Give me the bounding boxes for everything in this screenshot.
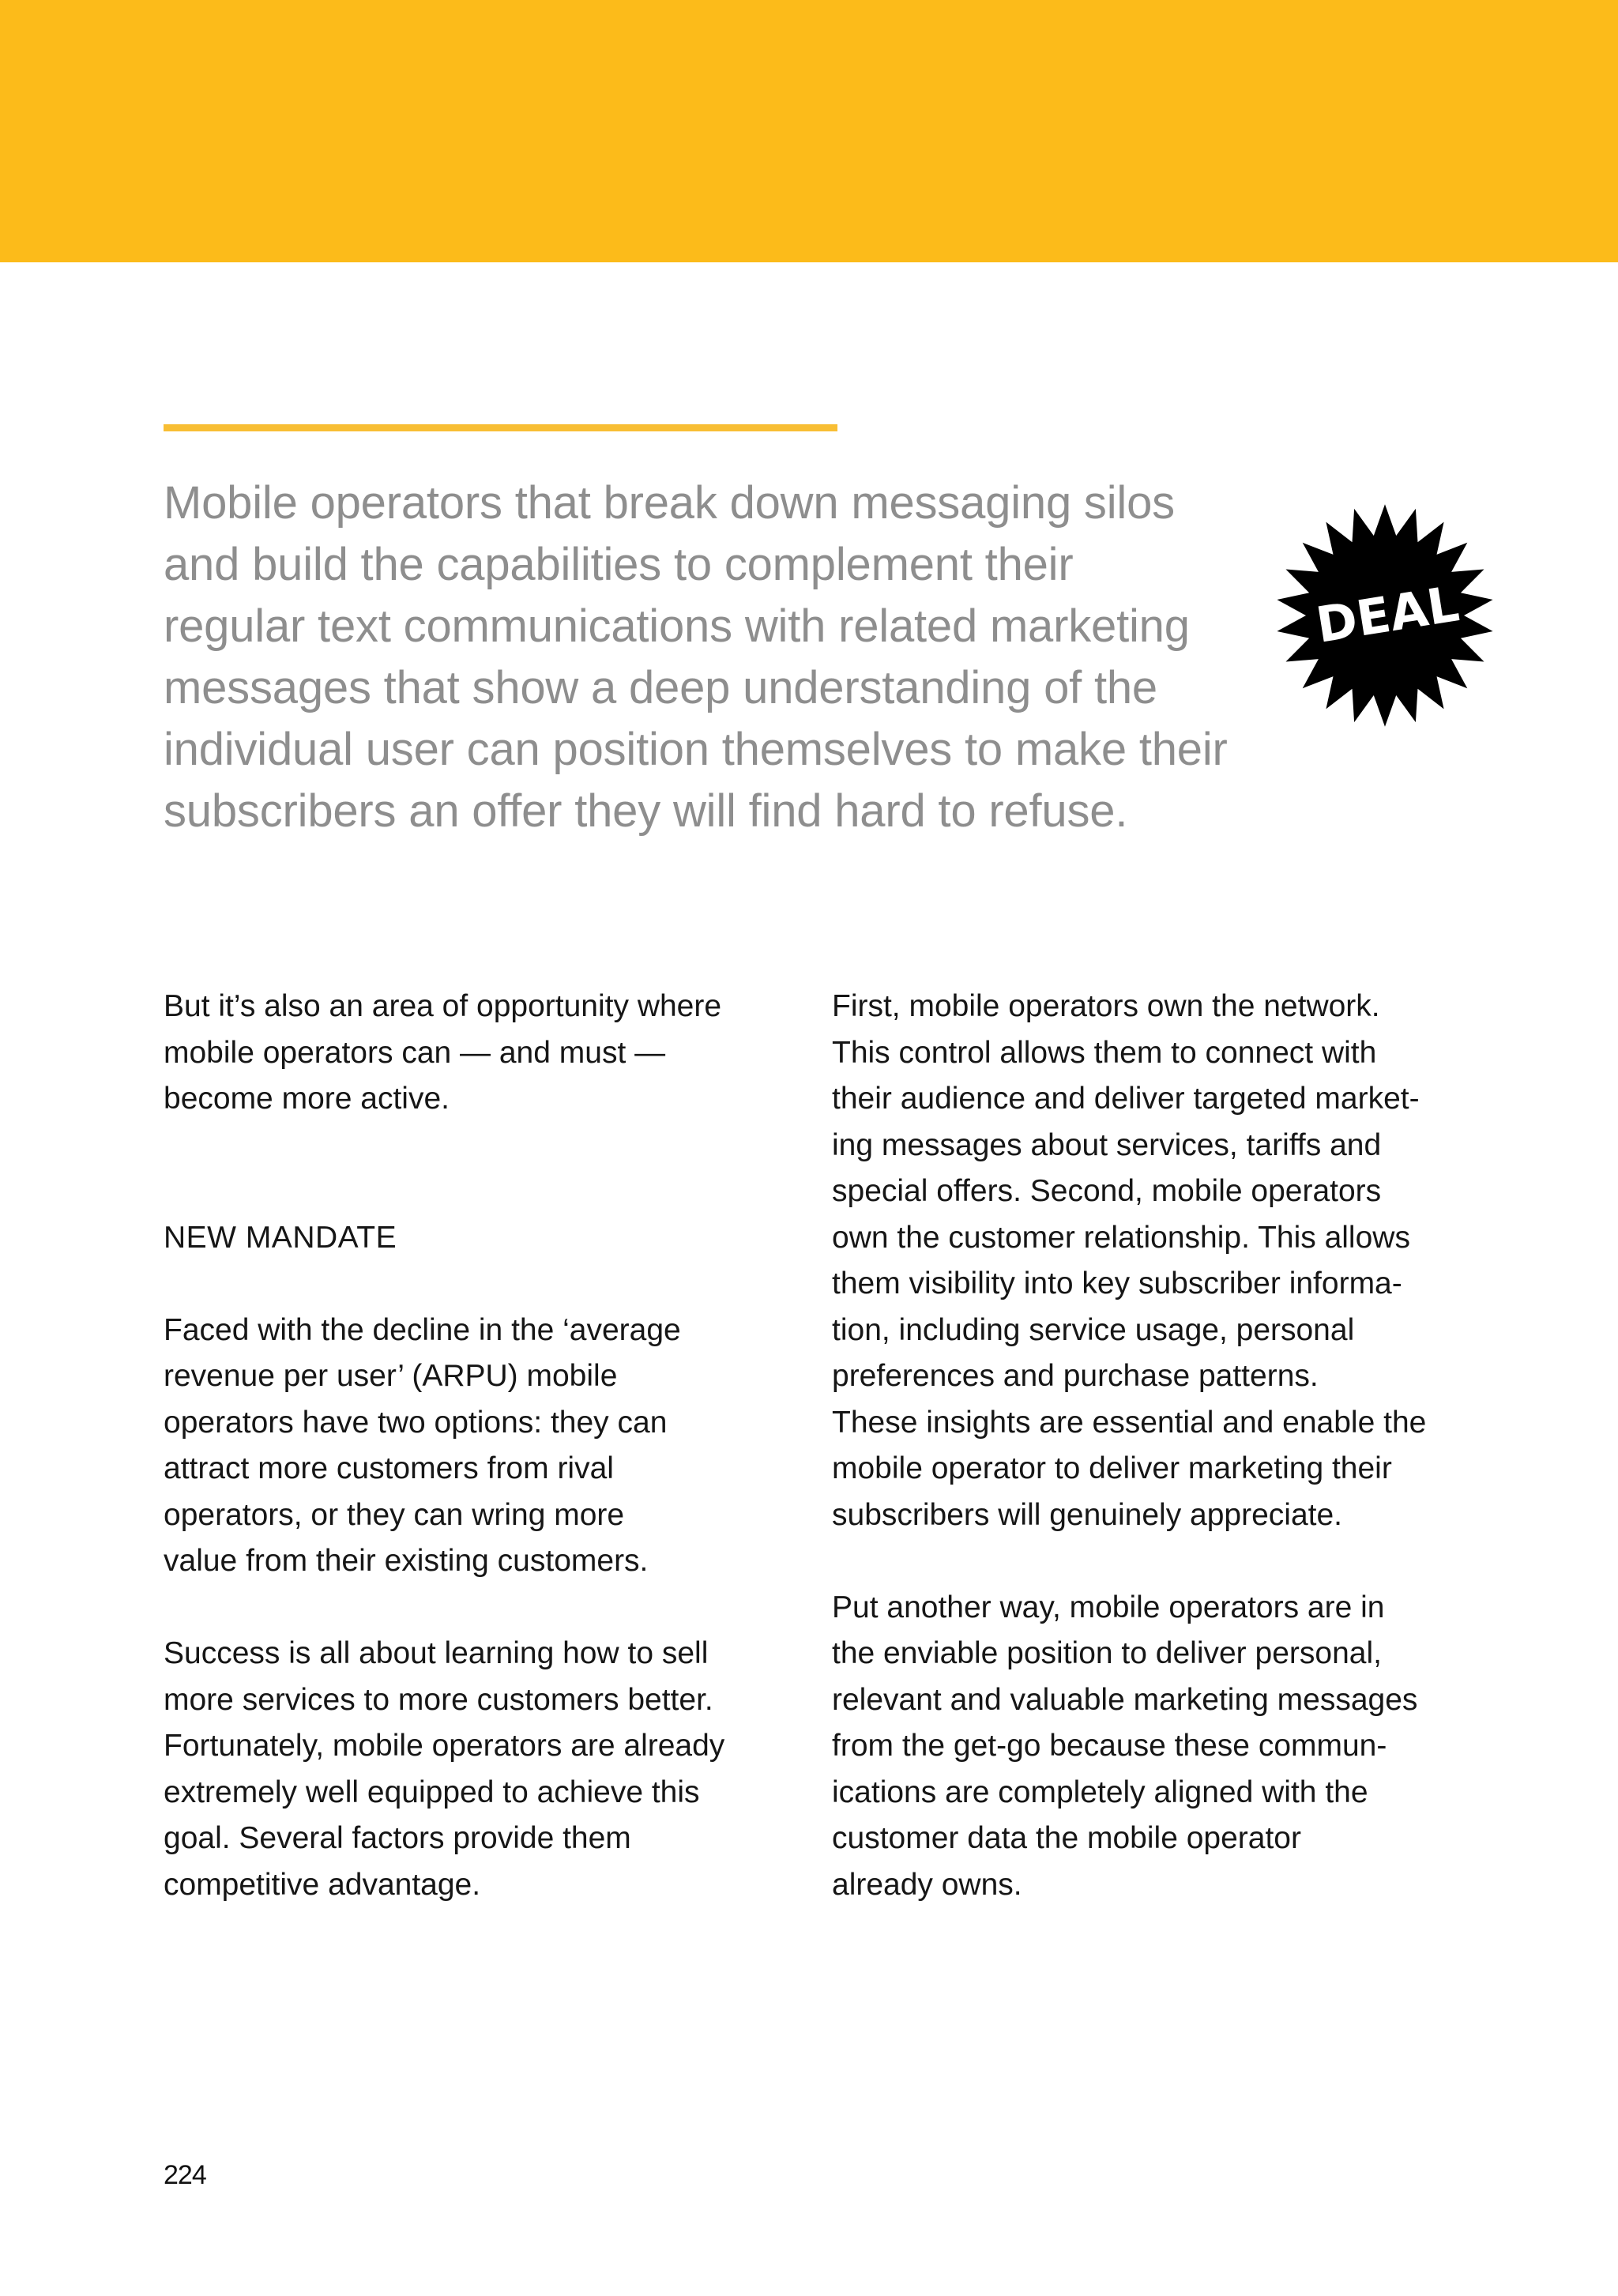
pull-quote-line: subscribers an offer they will find hard to refuse. [164,785,1128,837]
body-line: But it’s also an area of opportunity where [164,989,722,1023]
body-line: revenue per user’ (ARPU) mobile [164,1359,618,1393]
body-line: already owns. [832,1867,1022,1902]
body-line: ications are completely aligned with the [832,1775,1368,1809]
body-line: ing messages about services, tariffs and [832,1127,1382,1162]
body-line: subscribers will genuinely appreciate. [832,1497,1342,1532]
body-line: more services to more customers better. [164,1682,713,1717]
body-line: mobile operators can — and must — [164,1035,666,1070]
body-line: special offers. Second, mobile operators [832,1174,1382,1208]
body-line: Success is all about learning how to sell [164,1636,709,1670]
body-line: First, mobile operators own the network. [832,989,1380,1023]
body-line: These insights are essential and enable the [832,1405,1427,1440]
body-line: from the get-go because these commun- [832,1729,1387,1763]
body-line: Faced with the decline in the ‘average [164,1312,681,1347]
body-line: customer data the mobile operator [832,1821,1301,1855]
body-line: operators, or they can wring more [164,1497,625,1532]
page-number: 224 [164,2160,206,2190]
body-line: competitive advantage. [164,1867,481,1902]
body-line: goal. Several factors provide them [164,1821,631,1855]
deal-badge-label: DEAL [1312,574,1463,654]
section-heading: NEW MANDATE [164,1220,397,1255]
header-color-band [0,0,1618,262]
body-line: This control allows them to connect with [832,1035,1377,1070]
body-line: value from their existing customers. [164,1544,649,1578]
pull-quote-line: regular text communications with related marketing [164,600,1190,652]
body-line: relevant and valuable marketing messages [832,1682,1418,1717]
right-column [832,984,1464,1908]
body-line: Fortunately, mobile operators are already [164,1729,725,1763]
accent-rule [164,424,837,431]
body-line: extremely well equipped to achieve this [164,1775,700,1809]
body-line: their audience and deliver targeted market- [832,1082,1420,1116]
body-line: mobile operator to deliver marketing their [832,1451,1392,1485]
pull-quote-line: Mobile operators that break down messaging silos [164,477,1175,529]
body-line: own the customer relationship. This allows [832,1220,1410,1255]
pull-quote-line: and build the capabilities to complement their [164,539,1074,590]
body-line: operators have two options: they can [164,1405,668,1440]
left-column [164,984,780,1908]
body-line: become more active. [164,1082,450,1116]
pull-quote-line: individual user can position themselves to make their [164,724,1228,775]
pull-quote-line: messages that show a deep understanding of the [164,662,1157,713]
body-line: attract more customers from rival [164,1451,614,1485]
body-line: them visibility into key subscriber informa- [832,1267,1402,1300]
body-line: Put another way, mobile operators are in [832,1590,1385,1624]
pull-quote [164,472,1285,842]
body-line: tion, including service usage, personal [832,1312,1355,1347]
deal-starburst-icon [1276,503,1494,728]
body-line: the enviable position to deliver personal, [832,1636,1382,1670]
body-line: preferences and purchase patterns. [832,1359,1319,1393]
